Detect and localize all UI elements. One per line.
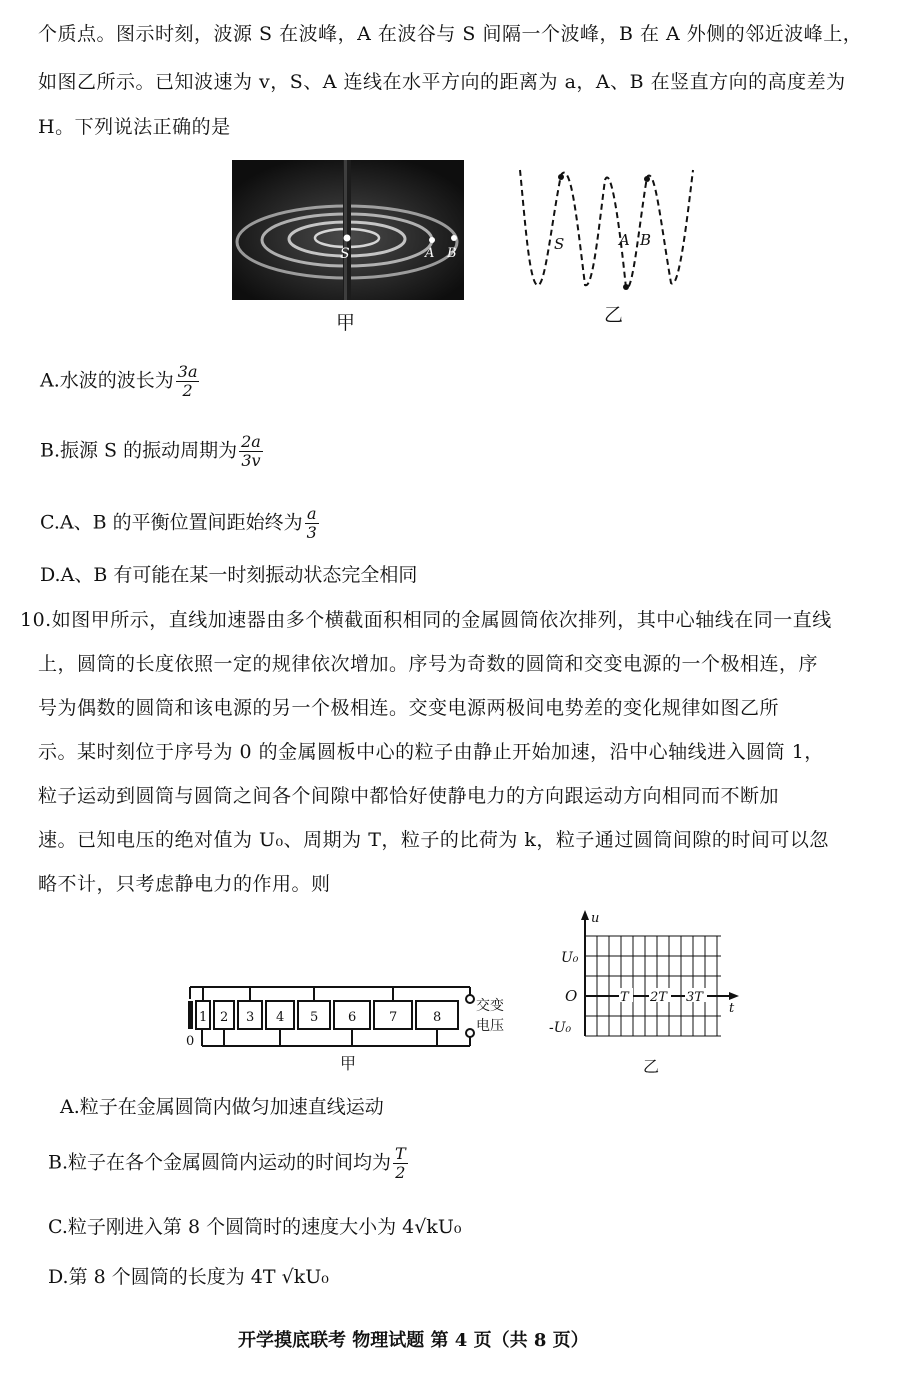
q10-stem-line-6: 速。已知电压的绝对值为 U₀、周期为 T，粒子的比荷为 k，粒子通过圆筒间隙的时间可以忽 xyxy=(38,829,829,851)
q10-option-b-fraction: $\frac{T}{2}$ xyxy=(395,1144,406,1182)
point-b xyxy=(451,235,457,241)
q10-option-d-text: D.第 8 个圆筒的长度为 4T √kU₀ xyxy=(48,1266,329,1288)
tube-label-4: 4 xyxy=(276,1010,285,1025)
wave-point-b xyxy=(644,176,650,182)
origin-label: O xyxy=(565,987,578,1005)
q10-stem-line-4: 示。某时刻位于序号为 0 的金属圆板中心的粒子由静止开始加速，沿中心轴线进入圆筒 1， xyxy=(38,741,824,763)
q9-option-c xyxy=(40,505,319,542)
u-axis-arrow xyxy=(581,910,589,920)
q9-option-c-text: C.A、B 的平衡位置间距始终为 xyxy=(40,511,303,534)
graph-grid xyxy=(585,920,721,1036)
q9-stem-line-1: 个质点。图示时刻，波源 S 在波峰，A 在波谷与 S 间隔一个波峰，B 在 A 外侧的邻近波峰上， xyxy=(38,23,863,45)
q10-option-d xyxy=(48,1265,329,1289)
source-label-line-2: 电压 xyxy=(476,1018,504,1034)
q9-option-b-fraction: $\frac{2a}{3v}$ xyxy=(241,432,261,470)
tube-label-7: 7 xyxy=(389,1010,398,1025)
q9-option-c-fraction: $\frac{a}{3}$ xyxy=(306,504,317,542)
terminal-top xyxy=(466,995,474,1003)
linear-accelerator-diagram xyxy=(180,975,504,1075)
q10-stem-line-3: 号为偶数的圆筒和该电源的另一个极相连。交变电源两极间电势差的变化规律如图乙所 xyxy=(38,697,780,719)
tube-label-2: 2 xyxy=(220,1010,229,1025)
q10-option-a-text: A.粒子在金属圆筒内做匀加速直线运动 xyxy=(60,1096,384,1118)
page-footer: 开学摸底联考 物理试题 第 4 页（共 8 页） xyxy=(238,1330,589,1351)
accel-caption: 甲 xyxy=(340,1054,357,1073)
source-label-line-1: 交变 xyxy=(476,998,504,1014)
q9-stem-line-3: H。下列说法正确的是 xyxy=(38,116,231,138)
plate-label-0: 0 xyxy=(186,1034,195,1049)
water-wave-photo xyxy=(232,160,464,300)
tick-t: T xyxy=(620,990,629,1005)
point-s xyxy=(344,235,351,242)
q9-option-a xyxy=(40,363,199,400)
q9-option-b xyxy=(40,433,263,470)
u-axis-label: u xyxy=(591,911,600,926)
photo-label-s: S xyxy=(340,246,350,262)
tube-label-3: 3 xyxy=(246,1010,255,1025)
wave-label-a: A xyxy=(619,231,630,249)
plate-0 xyxy=(188,1001,193,1029)
photo-label-b: B xyxy=(447,246,457,261)
neg-u0-label: -U₀ xyxy=(549,1020,572,1036)
graph-caption: 乙 xyxy=(643,1057,660,1076)
q9-option-a-text: A.水波的波长为 xyxy=(40,369,174,392)
t-axis-arrow xyxy=(729,992,739,1000)
q10-stem-line-7: 略不计，只考虑静电力的作用。则 xyxy=(38,873,331,895)
terminal-bottom xyxy=(466,1029,474,1037)
tube-label-5: 5 xyxy=(310,1010,319,1025)
tube-label-1: 1 xyxy=(199,1010,208,1025)
q10-option-b xyxy=(48,1145,408,1182)
q10-stem-line-1: 10.如图甲所示，直线加速器由多个横截面积相同的金属圆筒依次排列，其中心轴线在同一直线 xyxy=(20,609,832,631)
wave-point-a xyxy=(623,284,629,290)
wave-diagram xyxy=(515,165,700,300)
fig-jia-caption: 甲 xyxy=(336,312,356,334)
fig-yi-caption: 乙 xyxy=(604,304,624,326)
q10-option-c xyxy=(48,1215,461,1239)
q10-option-a xyxy=(60,1095,384,1119)
q9-option-d-text: D.A、B 有可能在某一时刻振动状态完全相同 xyxy=(40,564,418,586)
tube-label-6: 6 xyxy=(348,1010,357,1025)
q10-stem-line-2: 上，圆筒的长度依照一定的规律依次增加。序号为奇数的圆筒和交变电源的一个极相连，序 xyxy=(38,653,819,675)
q9-stem-line-2: 如图乙所示。已知波速为 v，S、A 连线在水平方向的距离为 a，A、B 在竖直方向的高度差为 xyxy=(38,71,846,93)
q10-option-b-text: B.粒子在各个金属圆筒内运动的时间均为 xyxy=(48,1151,392,1174)
wave-point-s xyxy=(558,174,564,180)
tube-label-8: 8 xyxy=(433,1010,442,1025)
q10-option-c-text: C.粒子刚进入第 8 个圆筒时的速度大小为 4√kU₀ xyxy=(48,1216,462,1238)
point-a xyxy=(429,237,435,243)
dashed-wave-curve xyxy=(520,170,693,288)
q9-option-d xyxy=(40,563,417,587)
q10-stem-line-5: 粒子运动到圆筒与圆筒之间各个间隙中都恰好使静电力的方向跟运动方向相同而不断加 xyxy=(38,785,780,807)
tick-2t: 2T xyxy=(650,990,667,1005)
tick-3t: 3T xyxy=(686,990,703,1005)
vibrator-rod-highlight xyxy=(344,160,347,300)
q9-option-b-text: B.振源 S 的振动周期为 xyxy=(40,439,238,462)
photo-label-a: A xyxy=(425,246,435,261)
wave-label-s: S xyxy=(554,235,565,253)
voltage-graph xyxy=(545,908,785,1078)
q9-option-a-fraction: $\frac{3a}{2}$ xyxy=(177,362,198,400)
u0-label: U₀ xyxy=(561,950,579,966)
t-axis-label: t xyxy=(729,1001,735,1016)
wave-label-b: B xyxy=(640,231,652,249)
